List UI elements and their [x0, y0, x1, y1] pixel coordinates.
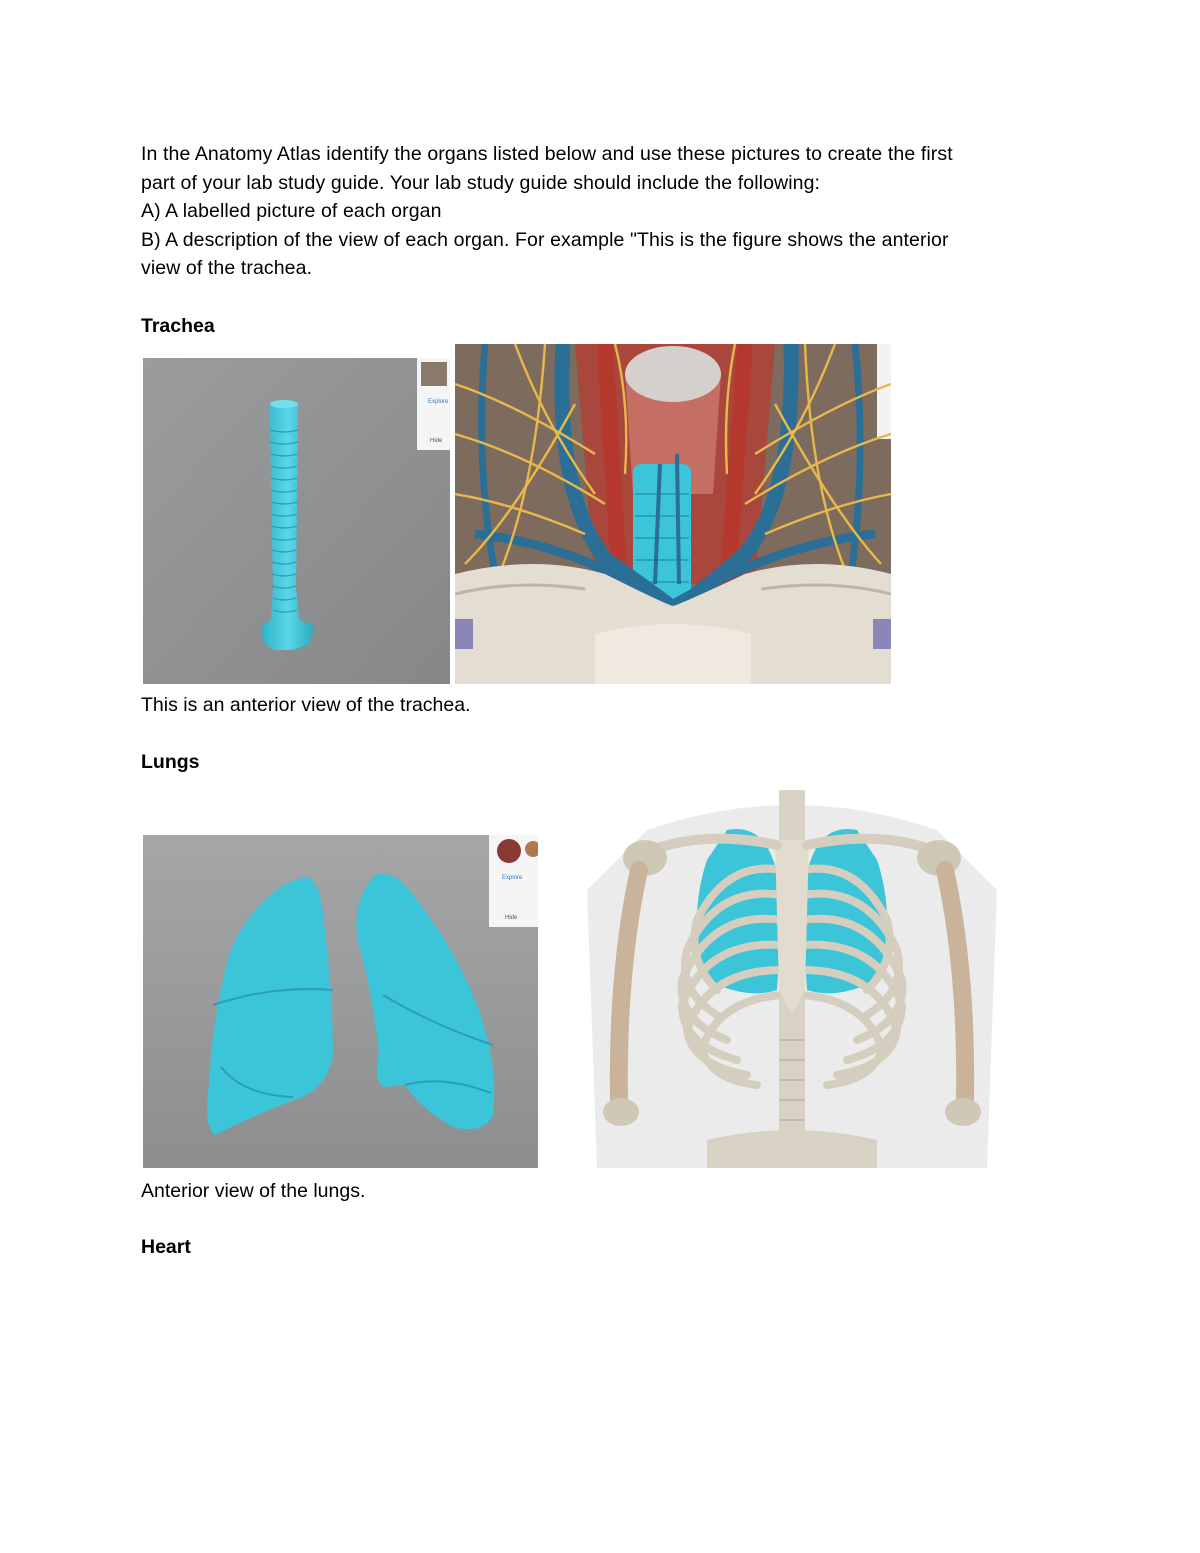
heart-heading: Heart: [141, 1236, 191, 1258]
trachea-isolated-image: [143, 358, 450, 684]
instructions-line-2: part of your lab study guide. Your lab study guide should include the following:: [141, 171, 821, 194]
lungs-caption: Anterior view of the lungs.: [141, 1180, 366, 1202]
instructions-line-4: B) A description of the view of each organ. For example "This is the figure shows the anterior: [141, 228, 949, 251]
instructions-line-3: A) A labelled picture of each organ: [141, 200, 442, 223]
trachea-panel-text-a: Explore: [428, 399, 449, 405]
lungs-heading: Lungs: [141, 751, 200, 773]
lungs-panel-text-a: Explore: [502, 875, 523, 881]
trachea-neck-dissection-image: [455, 344, 891, 684]
lungs-isolated-image: [143, 835, 538, 1168]
instructions-line-1: In the Anatomy Atlas identify the organs listed below and use these pictures to create the first: [141, 143, 953, 165]
trachea-panel-text-b: Hide: [430, 438, 443, 444]
lungs-ribcage-image: [577, 790, 1007, 1168]
instructions: [141, 140, 1061, 283]
lungs-panel-text-b: Hide: [505, 915, 518, 921]
trachea-caption: This is an anterior view of the trachea.: [141, 694, 471, 716]
instructions-line-5: view of the trachea.: [141, 257, 313, 280]
trachea-heading: Trachea: [141, 315, 215, 337]
